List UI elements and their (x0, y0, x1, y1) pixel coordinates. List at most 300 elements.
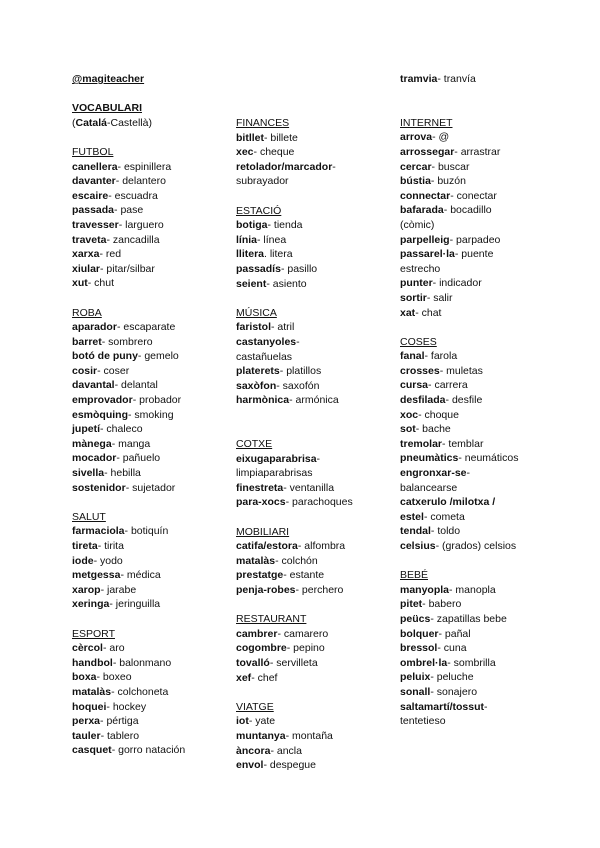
term-text: tramvia (400, 73, 438, 85)
spacer (400, 101, 585, 116)
definition-text: - sujetador (125, 481, 176, 494)
term-text: iode (72, 554, 94, 567)
vocabulary-entry (236, 671, 391, 686)
definition-continuation: limpiaparabrisas (236, 467, 313, 480)
vocabulary-entry (72, 349, 227, 364)
spacer (236, 510, 391, 525)
term-text: llitera (236, 248, 265, 261)
vocabulary-entry (72, 524, 227, 539)
term-text: tauler (72, 729, 101, 742)
vocabulary-entry (236, 218, 391, 233)
vocabulary-entry (400, 437, 585, 452)
vocabulary-entry (400, 174, 585, 189)
term-text: pneumàtics (400, 452, 459, 465)
definition-text: - gemelo (137, 350, 179, 363)
vocabulary-entry (236, 568, 391, 583)
column-left (72, 72, 227, 758)
vocabulary-entry (72, 189, 227, 204)
term-text: davanter (72, 175, 116, 188)
definition-text: - cuna (437, 642, 467, 655)
vocabulary-entry (236, 393, 391, 408)
spacer (72, 612, 227, 627)
definition-text: - coser (97, 364, 130, 377)
definition-text: - billete (264, 131, 298, 144)
vocabulary-entry (400, 306, 585, 321)
term-text: botiga (236, 219, 268, 232)
term-text: sortir (400, 291, 427, 304)
definition-text: - servilleta (269, 656, 318, 669)
vocabulary-entry (400, 700, 585, 715)
definition-text: - buscar (431, 160, 470, 173)
term-text: penja-robes (236, 584, 296, 596)
term-text: estel (400, 510, 424, 523)
vocabulary-entry (400, 451, 585, 466)
term-text: retolador/marcador (236, 160, 333, 173)
definition-text: - delantero (115, 175, 166, 188)
definition-text: - parachoques (285, 496, 353, 509)
definition-text: - arrastrar (454, 145, 501, 158)
vocabulary-entry (236, 729, 391, 744)
vocabulary-entry (400, 685, 585, 700)
definition-text: - delantal (114, 379, 158, 392)
vocabulary-entry (236, 554, 391, 569)
definition-text: - hebilla (104, 467, 141, 480)
vocabulary-entry (400, 189, 585, 204)
spacer (236, 685, 391, 700)
term-text: passadís (236, 262, 281, 275)
term-text: prestatge (236, 569, 284, 582)
definition-text: - despegue (263, 759, 316, 772)
term-text: cogombre (236, 642, 287, 655)
vocabulary-entry (72, 641, 227, 656)
term-text: passada (72, 204, 115, 217)
term-text: platerets (236, 365, 280, 378)
definition-text: - toldo (430, 525, 461, 538)
term-text: esmòquing (72, 408, 129, 421)
term-text: ombrel·la (400, 656, 448, 669)
term-text: davantal (72, 379, 115, 392)
section-heading: MOBILIARI (236, 525, 290, 538)
definition-text: - escuadra (108, 189, 158, 202)
term-text: perxa (72, 715, 101, 728)
definition-text: - tablero (100, 729, 140, 742)
term-text: bústia (400, 175, 431, 188)
term-text: faristol (236, 321, 272, 334)
term-text: xat (400, 306, 416, 319)
definition-text: - chat (415, 306, 442, 319)
definition-text: - desfile (445, 394, 483, 407)
definition-text: - puente (454, 248, 494, 261)
vocabulary-entry (72, 729, 227, 744)
definition-text: - hockey (106, 700, 147, 713)
term-text: engronxar-se (400, 467, 467, 480)
term-text: saltamartí/tossut (400, 700, 485, 713)
definition-text: - montaña (285, 729, 333, 742)
term-text: hoquei (72, 700, 107, 713)
vocabulary-entry (236, 758, 391, 773)
term-text: aparador (72, 321, 117, 334)
definition-text: - parpadeo (449, 233, 501, 246)
definition-text: - escaparate (116, 321, 176, 334)
vocabulary-entry (400, 583, 585, 598)
definition-text: - probador (132, 394, 182, 407)
vocabulary-entry (400, 641, 585, 656)
term-text: bitllet (236, 131, 264, 144)
definition-text: - zapatillas bebe (430, 612, 507, 625)
vocabulary-entry (400, 670, 585, 685)
vocabulary-entry (400, 422, 585, 437)
vocabulary-entry (236, 320, 391, 335)
definition-text: - estante (283, 569, 325, 582)
term-text: passarel·la (400, 248, 455, 261)
term-text: pitet (400, 598, 423, 611)
term-text: peluix (400, 671, 431, 684)
column-right (400, 72, 585, 729)
vocabulary-entry (400, 597, 585, 612)
definition-continuation: (còmic) (400, 218, 435, 231)
definition-text: - cometa (423, 510, 465, 523)
term-text: travesser (72, 218, 119, 231)
section-heading: INTERNET (400, 116, 453, 129)
definition-text: - balonmano (112, 656, 172, 669)
term-text: para-xocs (236, 496, 286, 509)
term-text: tendal (400, 525, 431, 538)
definition-text: - (466, 467, 471, 480)
term-text: matalàs (72, 685, 112, 698)
vocabulary-entry (400, 495, 585, 510)
term-text: manyopla (400, 583, 450, 596)
vocabulary-entry (72, 364, 227, 379)
vocabulary-entry (72, 597, 227, 612)
vocabulary-entry (400, 627, 585, 642)
vocabulary-entry (400, 408, 585, 423)
vocabulary-entry (72, 335, 227, 350)
section-heading: VIATGE (236, 700, 274, 713)
definition-text: - babero (422, 598, 462, 611)
term-text: àncora (236, 744, 271, 757)
vocabulary-entry (400, 510, 585, 525)
definition-text: - perchero (295, 584, 344, 596)
term-text: barret (72, 335, 102, 348)
vocabulary-entry (236, 160, 391, 175)
definition-text: - pañuelo (116, 452, 161, 465)
vocabulary-entry (400, 160, 585, 175)
definition-text: - zancadilla (106, 233, 160, 246)
term-text: muntanya (236, 729, 286, 742)
definition-continuation: tentetieso (400, 715, 446, 728)
definition-text: - botiquín (124, 525, 169, 538)
term-text: crosses (400, 364, 440, 377)
term-text: xarxa (72, 248, 100, 261)
definition-text: - buzón (430, 175, 466, 188)
spacer (72, 291, 227, 306)
vocabulary-entry (72, 203, 227, 218)
definition-text: - aro (102, 642, 125, 655)
term-text: fanal (400, 350, 425, 363)
term-text: cambrer (236, 627, 278, 640)
term-text: connectar (400, 189, 451, 202)
spacer (400, 87, 585, 102)
definition-text: - smoking (128, 408, 174, 421)
section-heading: RESTAURANT (236, 613, 307, 626)
vocabulary-entry (400, 130, 585, 145)
vocabulary-entry (72, 247, 227, 262)
vocabulary-entry (400, 539, 585, 554)
definition-text: - espinillera (117, 160, 172, 173)
section-heading: ROBA (72, 306, 102, 319)
term-text: cèrcol (72, 642, 103, 655)
definition-continuation: estrecho (400, 262, 441, 275)
term-text: tovalló (236, 656, 270, 669)
vocabulary-entry (72, 218, 227, 233)
spacer (400, 320, 585, 335)
vocabulary-entry (400, 378, 585, 393)
vocabulary-entry (400, 276, 585, 291)
term-text: harmònica (236, 394, 290, 407)
vocabulary-entry (400, 349, 585, 364)
vocabulary-entry (72, 714, 227, 729)
vocabulary-entry (400, 466, 585, 481)
vocabulary-entry (72, 262, 227, 277)
vocabulary-entry (236, 583, 391, 598)
definition-text: - ventanilla (283, 481, 335, 494)
term-text: cursa (400, 379, 429, 392)
definition-text: - gorro natación (111, 744, 186, 757)
definition-text: - @ (432, 131, 450, 144)
vocabulary-entry (72, 393, 227, 408)
definition-text: - (484, 700, 488, 713)
term-text: handbol (72, 656, 113, 669)
term-text: parpelleig (400, 233, 450, 246)
definition-text: - chef (251, 671, 278, 684)
term-text: metgessa (72, 569, 121, 582)
vocabulary-entry (236, 744, 391, 759)
vocabulary-entry (72, 656, 227, 671)
vocabulary-entry (72, 554, 227, 569)
term-text: mànega (72, 437, 112, 450)
definition-text: - red (99, 248, 122, 261)
term-text: xut (72, 277, 88, 290)
document-title: VOCABULARI (72, 102, 142, 115)
definition-text: - bocadillo (443, 204, 492, 217)
section-heading: COSES (400, 335, 437, 348)
vocabulary-entry (72, 378, 227, 393)
definition-text: - armónica (289, 394, 339, 407)
term-text: xef (236, 671, 252, 684)
section-heading: MÚSICA (236, 306, 277, 319)
vocabulary-entry (72, 539, 227, 554)
term-text: sostenidor (72, 481, 126, 494)
vocabulary-entry (236, 627, 391, 642)
vocabulary-entry (236, 495, 391, 510)
term-text: mocador (72, 452, 117, 465)
vocabulary-entry (236, 656, 391, 671)
definition-text: - línea (257, 233, 287, 246)
definition-text: - bache (415, 423, 451, 436)
definition-text: - sonajero (430, 685, 478, 698)
definition-text: - pañal (438, 627, 471, 640)
vocabulary-entry (236, 145, 391, 160)
vocabulary-entry (236, 481, 391, 496)
term-text: bolquer (400, 627, 439, 640)
vocabulary-entry (72, 700, 227, 715)
vocabulary-entry (72, 568, 227, 583)
vocabulary-entry (400, 524, 585, 539)
vocabulary-entry (236, 452, 391, 467)
vocabulary-entry (400, 203, 585, 218)
term-text: finestreta (236, 481, 284, 494)
section-heading: FINANCES (236, 117, 290, 129)
term-text: cercar (400, 160, 432, 173)
section-heading: ESTACIÓ (236, 204, 282, 217)
term-text: eixugaparabrisa (236, 452, 317, 465)
term-text: escaire (72, 189, 109, 202)
vocabulary-entry (72, 174, 227, 189)
vocabulary-entry (72, 583, 227, 598)
spacer (236, 291, 391, 306)
definition-text: - (grados) celsios (435, 540, 517, 552)
term-text: xeringa (72, 598, 110, 611)
term-text: celsius (400, 540, 436, 552)
term-text: iot (236, 715, 249, 728)
term-text: saxòfon (236, 379, 277, 392)
definition-text: - yodo (93, 554, 123, 567)
definition-text: - farola (424, 350, 458, 363)
definition-text: - jeringuilla (109, 598, 161, 611)
vocabulary-entry (400, 72, 585, 87)
vocabulary-entry (236, 277, 391, 292)
term-text: seient (236, 277, 267, 290)
vocabulary-entry (72, 685, 227, 700)
definition-text: - tienda (267, 219, 303, 232)
term-text: catifa/estora (236, 540, 298, 553)
definition-text: - colchón (275, 554, 318, 567)
term-text: sot (400, 423, 416, 436)
vocabulary-entry (400, 656, 585, 671)
vocabulary-entry (72, 481, 227, 496)
definition-text: - conectar (450, 189, 497, 202)
term-text: castanyoles (236, 335, 297, 348)
spacer (236, 408, 391, 423)
definition-text: - temblar (442, 437, 484, 450)
term-text: sivella (72, 467, 105, 480)
vocabulary-entry (236, 539, 391, 554)
term-text: bafarada (400, 204, 444, 217)
term-text: farmaciola (72, 525, 125, 538)
definition-text: - saxofón (276, 379, 320, 392)
term-text: arrova (400, 131, 433, 144)
document-title: @magiteacher (72, 73, 145, 85)
definition-text: . litera (264, 248, 293, 261)
spacer (72, 87, 227, 102)
definition-continuation: castañuelas (236, 350, 293, 363)
definition-text: - neumáticos (458, 452, 519, 465)
term-text: desfilada (400, 394, 446, 407)
term-text: canellera (72, 160, 118, 173)
definition-text: - indicador (432, 277, 482, 290)
definition-text: - yate (248, 715, 276, 728)
term-text: sonall (400, 685, 431, 698)
definition-text: - cheque (253, 146, 295, 159)
vocabulary-entry (400, 291, 585, 306)
vocabulary-entry (236, 364, 391, 379)
definition-text: - peluche (430, 671, 474, 684)
term-text: jupetí (72, 423, 100, 436)
spacer (236, 422, 391, 437)
term-text: punter (400, 277, 433, 290)
spacer (72, 130, 227, 145)
definition-text: - larguero (118, 218, 164, 231)
section-heading: BEBÉ (400, 569, 429, 582)
definition-text: - ancla (270, 744, 302, 757)
spacer (236, 189, 391, 204)
definition-text: - salir (426, 291, 453, 304)
section-heading: SALUT (72, 510, 106, 523)
definition-text: - tranvía (437, 73, 476, 85)
term-text: botó de puny (72, 350, 138, 363)
definition-text: - pitar/silbar (100, 262, 155, 275)
vocabulary-entry (72, 233, 227, 248)
definition-text: - pase (114, 204, 144, 217)
definition-continuation: balancearse (400, 481, 458, 494)
term-text: xoc (400, 408, 419, 421)
vocabulary-entry (72, 320, 227, 335)
definition-text: - (296, 335, 300, 348)
definition-continuation: subrayador (236, 175, 289, 188)
term-text: catxerulo /milotxa / (400, 496, 496, 509)
vocabulary-entry (236, 641, 391, 656)
spacer (400, 554, 585, 569)
term-text: tremolar (400, 437, 443, 450)
term-text: emprovador (72, 394, 133, 407)
vocabulary-entry (72, 422, 227, 437)
definition-text: - sombrilla (447, 656, 496, 669)
vocabulary-entry (400, 145, 585, 160)
definition-text: - jarabe (100, 583, 137, 596)
section-heading: FUTBOL (72, 145, 114, 158)
vocabulary-entry (72, 437, 227, 452)
section-heading: ESPORT (72, 627, 115, 640)
vocabulary-entry (400, 247, 585, 262)
definition-text: - choque (418, 408, 459, 421)
definition-text: - muletas (439, 364, 483, 377)
language-note: (Catalá-Castellà) (72, 116, 152, 129)
vocabulary-entry (400, 233, 585, 248)
definition-text: - chut (87, 277, 115, 290)
definition-text: - (332, 160, 336, 173)
vocabulary-entry (236, 233, 391, 248)
section-heading: COTXE (236, 438, 273, 451)
term-text: peücs (400, 612, 431, 625)
term-text: matalàs (236, 554, 276, 567)
vocabulary-entry (72, 743, 227, 758)
definition-text: - boxeo (96, 671, 132, 684)
vocabulary-entry (72, 276, 227, 291)
definition-text: - chaleco (100, 423, 143, 436)
definition-text: - (316, 452, 321, 465)
term-text: xarop (72, 583, 101, 596)
term-text: casquet (72, 744, 112, 757)
definition-text: - pértiga (100, 715, 139, 728)
definition-text: - atril (271, 321, 295, 334)
definition-text: - médica (120, 569, 161, 582)
definition-text: - sombrero (101, 335, 153, 348)
vocabulary-entry (72, 160, 227, 175)
term-text: tireta (72, 540, 98, 552)
spacer (72, 495, 227, 510)
vocabulary-entry (72, 466, 227, 481)
vocabulary-entry (236, 262, 391, 277)
